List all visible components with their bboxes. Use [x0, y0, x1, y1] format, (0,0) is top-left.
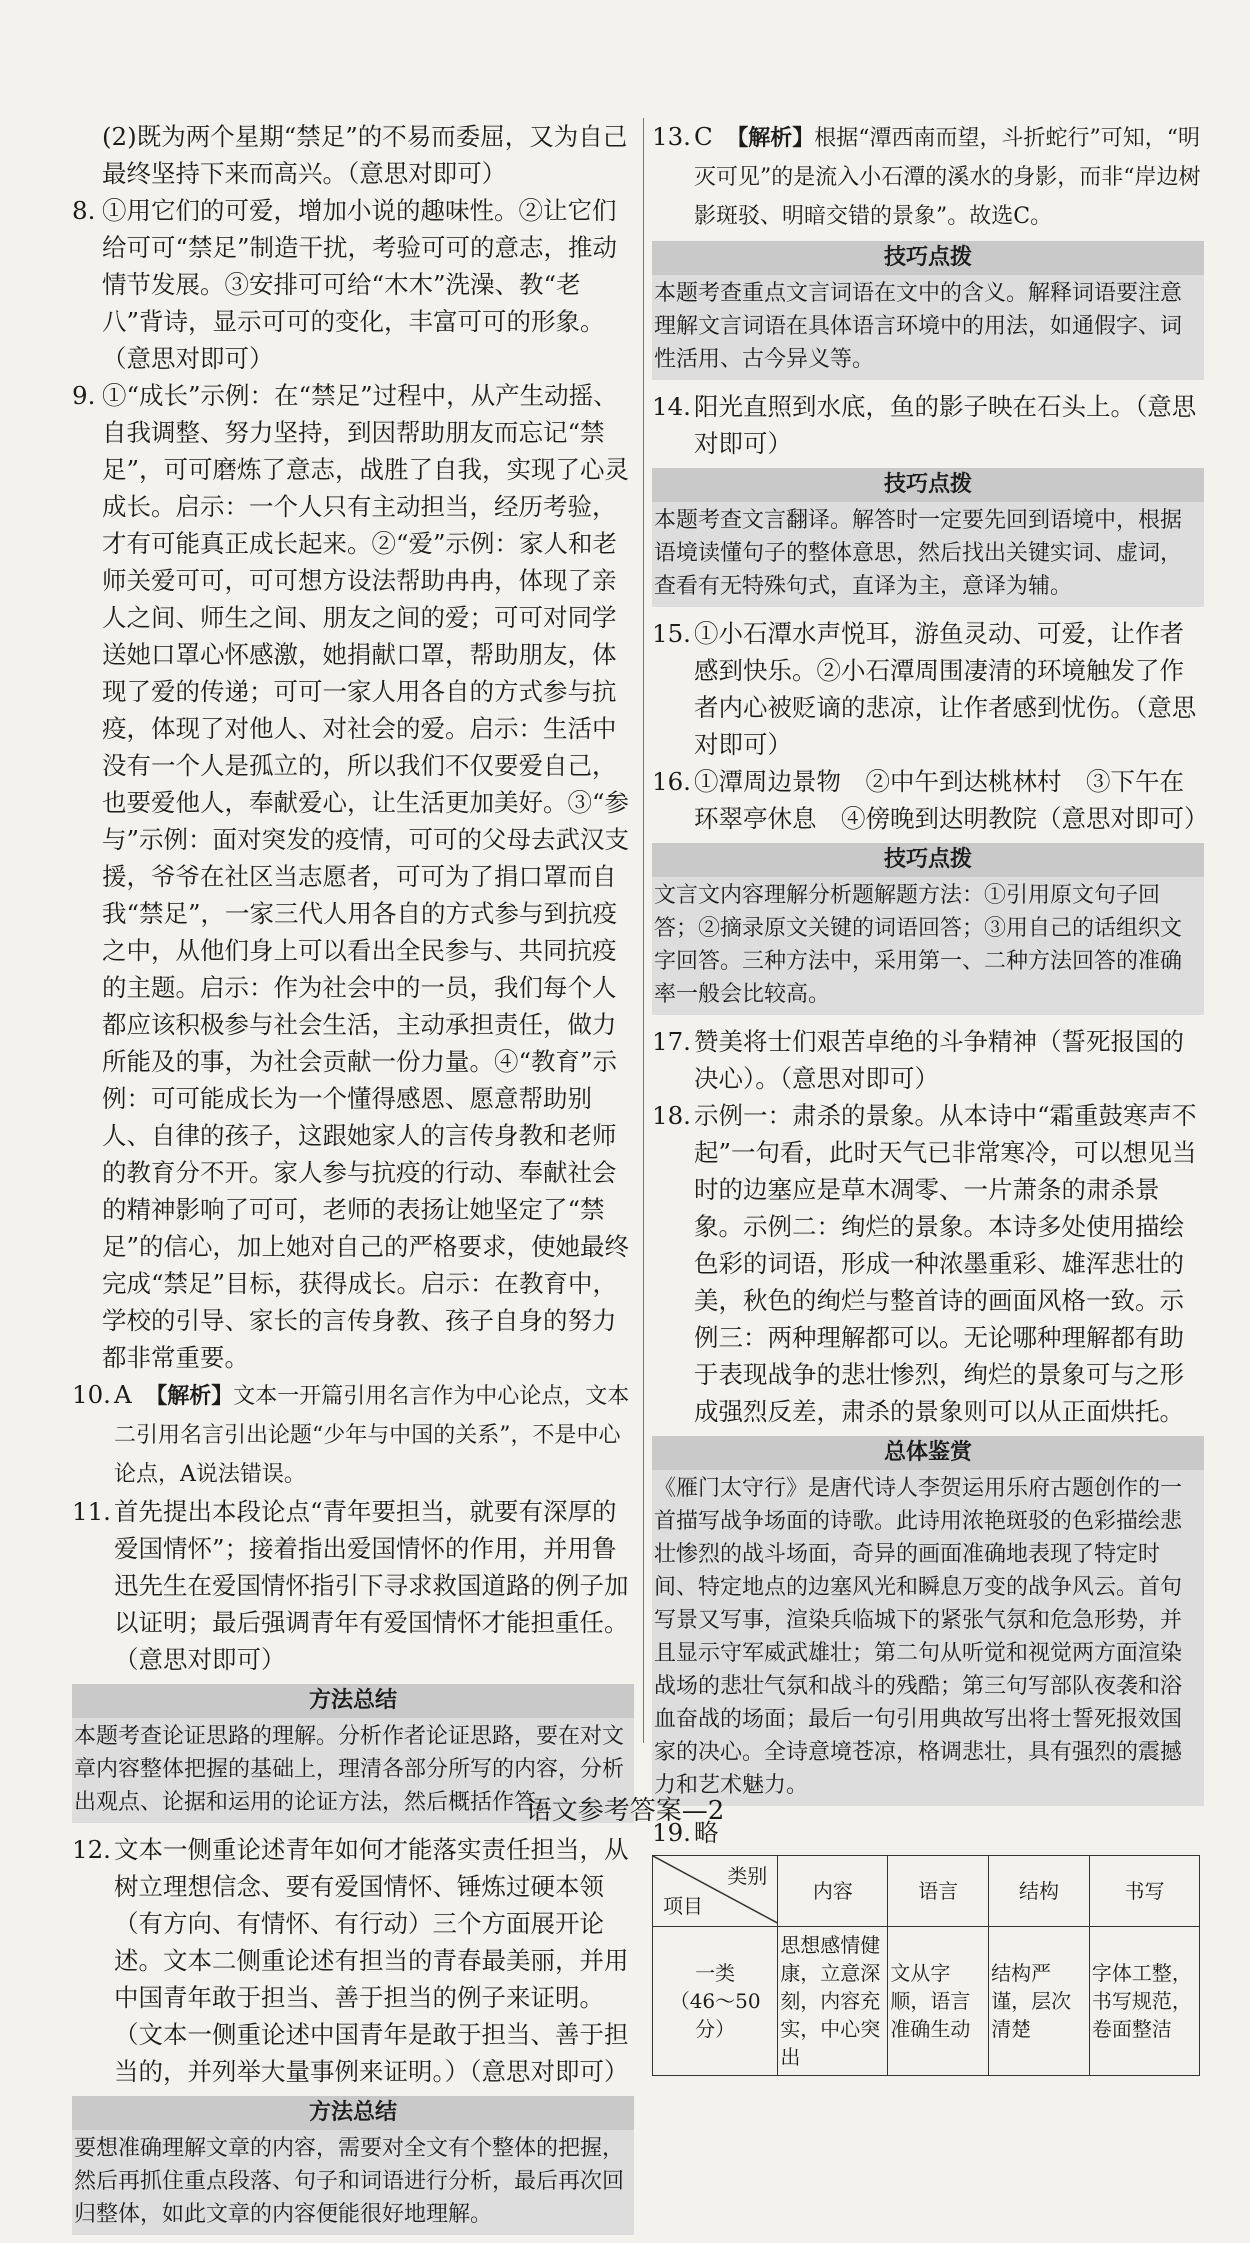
table-header-row [653, 1856, 1200, 1927]
box-title: 技巧点拨 [652, 468, 1204, 502]
row-range: （46～50分） [669, 1989, 761, 2041]
table-header: 结构 [989, 1856, 1090, 1927]
table-cell: 文从字顺，语言准确生动 [888, 1927, 989, 2076]
table-cell: 思想感情健康，立意深刻，内容充实，中心突出 [778, 1927, 888, 2076]
box-text: 本题考查论证思路的理解。分析作者论证思路，要在对文章内容整体把握的基础上，理清各部分所写的内容，分析出观点、论据和运用的论证方法，然后概括作答。 [74, 1724, 625, 1815]
answer-13: 13. C 【解析】根据“潭西南而望，斗折蛇行”可知，“明灭可见”的是流入小石潭的溪水的身影，而非“岸边树影斑驳、明暗交错的景象”。故选C。 [652, 122, 1201, 229]
row-label-cell [653, 1927, 778, 2076]
answer-12: 12. 文本一侧重论述青年如何才能落实责任担当，从树立理想信念、要有爱国情怀、锤炼过硬本领（有方向、有情怀、有行动）三个方面展开论述。文本二侧重论述有担当的青春最美丽，并用中国青年敢于担当、善于担当的例子来证明。（文本一侧重论述中国青年是敢于担当、善于担当的，并列举大量事例来证明。）（意思对即可） [72, 1835, 629, 2086]
answer-17: 17. 赞美将士们艰苦卓绝的斗争精神（誓死报国的决心）。（意思对即可） [652, 1027, 1184, 1093]
answer-19: 19. 略 [652, 1818, 719, 1847]
row-label: 一类 [695, 1961, 736, 1985]
box-text: 要想准确理解文章的内容，需要对全文有个整体的把握，然后再抓住重点段落、句子和词语进行分析，最后再次回归整体，如此文章的内容便能很好地理解。 [74, 2136, 625, 2227]
grading-table [652, 1855, 1200, 2076]
overall-appreciation-box [652, 1436, 1204, 1806]
corner-bottom-label: 项目 [663, 1894, 703, 1918]
table-cell: 结构严谨，层次清楚 [989, 1927, 1090, 2076]
method-summary-box-2 [72, 2096, 634, 2235]
answer-15: 15. ①小石潭水声悦耳，游鱼灵动、可爱，让作者感到快乐。②小石潭周围凄清的环境触发了作者内心被贬谪的悲凉，让作者感到忧伤。（意思对即可） [652, 619, 1197, 759]
answer-18: 18. 示例一：肃杀的景象。从本诗中“霜重鼓寒声不起”一句看，此时天气已非常寒冷，可以想见当时的边塞应是草木凋零、一片萧条的肃杀景象。示例二：绚烂的景象。本诗多处使用描绘色彩的词语，形成一种浓墨重彩、雄浑悲壮的美，秋色的绚烂与整首诗的画面风格一致。示例三：两种理解都可以。无论哪种理解都有助于表现战争的悲壮惨烈，绚烂的景象可与之形成强烈反差，肃杀的景象则可以从正面烘托。 [652, 1101, 1197, 1426]
table-cell: 字体工整，书写规范，卷面整洁 [1089, 1927, 1199, 2076]
tip-box-3 [652, 843, 1204, 1015]
tip-box-1 [652, 241, 1204, 380]
answer-11: 11. 首先提出本段论点“青年要担当，就要有深厚的爱国情怀”；接着指出爱国情怀的作用，并用鲁迅先生在爱国情怀指引下寻求救国道路的例子加以证明；最后强调青年有爱国情怀才能担重任。（意思对即可） [72, 1497, 629, 1674]
box-title: 总体鉴赏 [652, 1436, 1204, 1470]
answer-7-2: (2)既为两个星期“禁足”的不易而委屈，又为自己最终坚持下来而高兴。（意思对即可） [102, 122, 628, 188]
box-title: 技巧点拨 [652, 843, 1204, 877]
answer-8: 8. ①用它们的可爱，增加小说的趣味性。②让它们给可可“禁足”制造干扰，考验可可的意志，推动情节发展。③安排可可给“木木”洗澡、教“老八”背诗，显示可可的变化，丰富可可的形象。（意思对即可） [72, 196, 618, 373]
right-column [652, 118, 1209, 2076]
answer-14: 14. 阳光直照到水底，鱼的影子映在石头上。（意思对即可） [652, 392, 1197, 458]
page-footer: 语文参考答案—2 [525, 1796, 725, 1826]
column-divider [643, 118, 644, 1743]
answer-9: 9. ①“成长”示例：在“禁足”过程中，从产生动摇、自我调整、努力坚持，到因帮助朋友而忘记“禁足”，可可磨炼了意志，战胜了自我，实现了心灵成长。启示：一个人只有主动担当，经历考验，才有可能真正成长起来。②“爱”示例：家人和老师关爱可可，可可想方设法帮助冉冉，体现了亲人之间、师生之间、朋友之间的爱；可可对同学送她口罩心怀感激，她捐献口罩，帮助朋友，体现了爱的传递；可可一家人用各自的方式参与抗疫，体现了对他人、对社会的爱。启示：生活中没有一个人是孤立的，所以我们不仅要爱自己，也要爱他人，奉献爱心，让生活更加美好。③“参与”示例：面对突发的疫情，可可的父母去武汉支援，爷爷在社区当志愿者，可可为了捐口罩而自我“禁足”，一家三代人用各自的方式参与到抗疫之中，从他们身上可以看出全民参与、共同抗疫的主题。启示：作为社会中的一员，我们每个人都应该积极参与社会生活，主动承担责任，做力所能及的事，为社会贡献一份力量。④“教育”示例：可可能成长为一个懂得感恩、愿意帮助别人、自律的孩子，这跟她家人的言传身教和老师的教育分不开。家人参与抗疫的行动、奉献社会的精神影响了可可，老师的表扬让她坚定了“禁足”的信心，加上她对自己的严格要求，使她最终完成“禁足”目标，获得成长。启示：在教育中，学校的引导、家长的言传身教、孩子自身的努力都非常重要。 [72, 381, 630, 1372]
answer-16: 16. ①潭周边景物 ②中午到达桃林村 ③下午在环翠亭休息 ④傍晚到达明教院（意思对即可） [652, 767, 1209, 833]
box-title: 方法总结 [72, 1684, 634, 1718]
box-title: 方法总结 [72, 2096, 634, 2130]
box-text: 《雁门太守行》是唐代诗人李贺运用乐府古题创作的一首描写战争场面的诗歌。此诗用浓艳斑驳的色彩描绘悲壮惨烈的战斗场面，奇异的画面准确地表现了特定时间、特定地点的边塞风光和瞬息万变的战争风云。首句写景又写事，渲染兵临城下的紧张气氛和危急形势，并且显示守军威武雄壮；第二句从听觉和视觉两方面渲染战场的悲壮气氛和战斗的残酷；第三句写部队夜袭和浴血奋战的场面；最后一句引用典故写出将士誓死报效国家的决心。全诗意境苍凉，格调悲壮，具有强烈的震撼力和艺术魅力。 [654, 1476, 1183, 1798]
box-text: 文言文内容理解分析题解题方法：①引用原文句子回答；②摘录原文关键的词语回答；③用自己的话组织文字回答。三种方法中，采用第一、二种方法回答的准确率一般会比较高。 [654, 883, 1183, 1007]
table-corner-cell [653, 1856, 778, 1927]
box-title: 技巧点拨 [652, 241, 1204, 275]
tip-box-2 [652, 468, 1204, 607]
table-row [653, 1927, 1200, 2076]
table-header: 书写 [1089, 1856, 1199, 1927]
table-header: 语言 [888, 1856, 989, 1927]
corner-top-label: 类别 [727, 1864, 768, 1888]
left-column [72, 118, 634, 2243]
table-header: 内容 [778, 1856, 888, 1927]
answer-10: 10. A 【解析】文本一开篇引用名言作为中心论点，文本二引用名言引出论题“少年与中国的关系”，不是中心论点，A说法错误。 [72, 1380, 630, 1487]
box-text: 本题考查文言翻译。解答时一定要先回到语境中，根据语境读懂句子的整体意思，然后找出关键实词、虚词，查看有无特殊句式，直译为主，意译为辅。 [654, 508, 1183, 599]
box-text: 本题考查重点文言词语在文中的含义。解释词语要注意理解文言词语在具体语言环境中的用法，如通假字、词性活用、古今异义等。 [654, 281, 1183, 372]
